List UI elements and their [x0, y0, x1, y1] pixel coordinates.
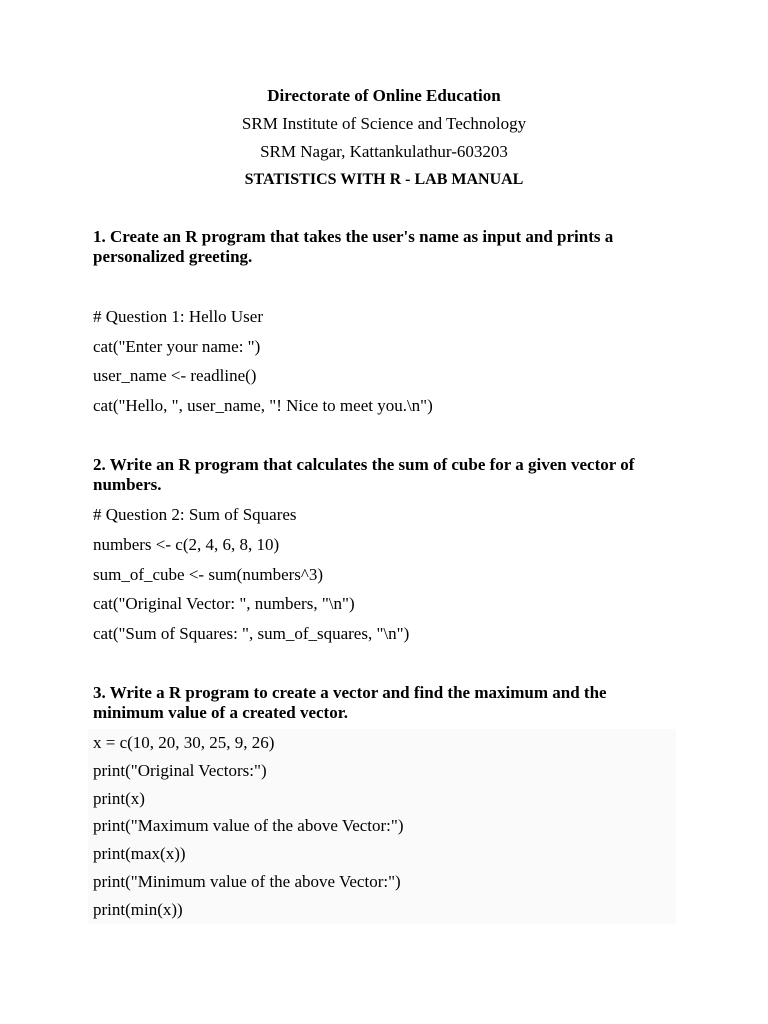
manual-title: STATISTICS WITH R - LAB MANUAL — [244, 171, 524, 188]
code-line: cat("Enter your name: ") — [93, 336, 261, 356]
question-heading: 3. Write a R program to create a vector and find the maximum and the minimum value of a created vector. — [93, 683, 607, 722]
code-line: sum_of_cube <- sum(numbers^3) — [93, 564, 324, 584]
question-1-code — [93, 302, 676, 421]
code-line: print("Original Vectors:") — [93, 760, 267, 780]
question-2-code — [93, 500, 676, 649]
code-line: cat("Sum of Squares: ", sum_of_squares, "\n") — [93, 624, 410, 643]
code-line: print(max(x)) — [93, 844, 186, 864]
code-line: x = c(10, 20, 30, 25, 9, 26) — [93, 733, 275, 752]
address: SRM Nagar, Kattankulathur-603203 — [260, 142, 508, 161]
code-line: print("Minimum value of the above Vector:") — [93, 871, 401, 891]
code-line: print(x) — [93, 788, 145, 808]
code-line: # Question 1: Hello User — [93, 307, 263, 326]
code-line: print(min(x)) — [93, 899, 183, 919]
code-line: cat("Original Vector: ", numbers, "\n") — [93, 594, 355, 614]
institution-name: Directorate of Online Education — [267, 86, 501, 105]
code-line: user_name <- readline() — [93, 366, 257, 386]
university-name: SRM Institute of Science and Technology — [241, 114, 527, 133]
question-heading: 2. Write an R program that calculates the sum of cube for a given vector of numbers. — [93, 455, 635, 494]
question-3-code-block — [88, 729, 676, 924]
code-line: numbers <- c(2, 4, 6, 8, 10) — [93, 534, 280, 554]
question-heading: 1. Create an R program that takes the user's name as input and prints a personalized greeting. — [93, 227, 614, 266]
code-line: cat("Hello, ", user_name, "! Nice to meet you.\n") — [93, 396, 433, 416]
code-line: print("Maximum value of the above Vector:") — [93, 816, 404, 836]
code-line: # Question 2: Sum of Squares — [93, 505, 297, 524]
